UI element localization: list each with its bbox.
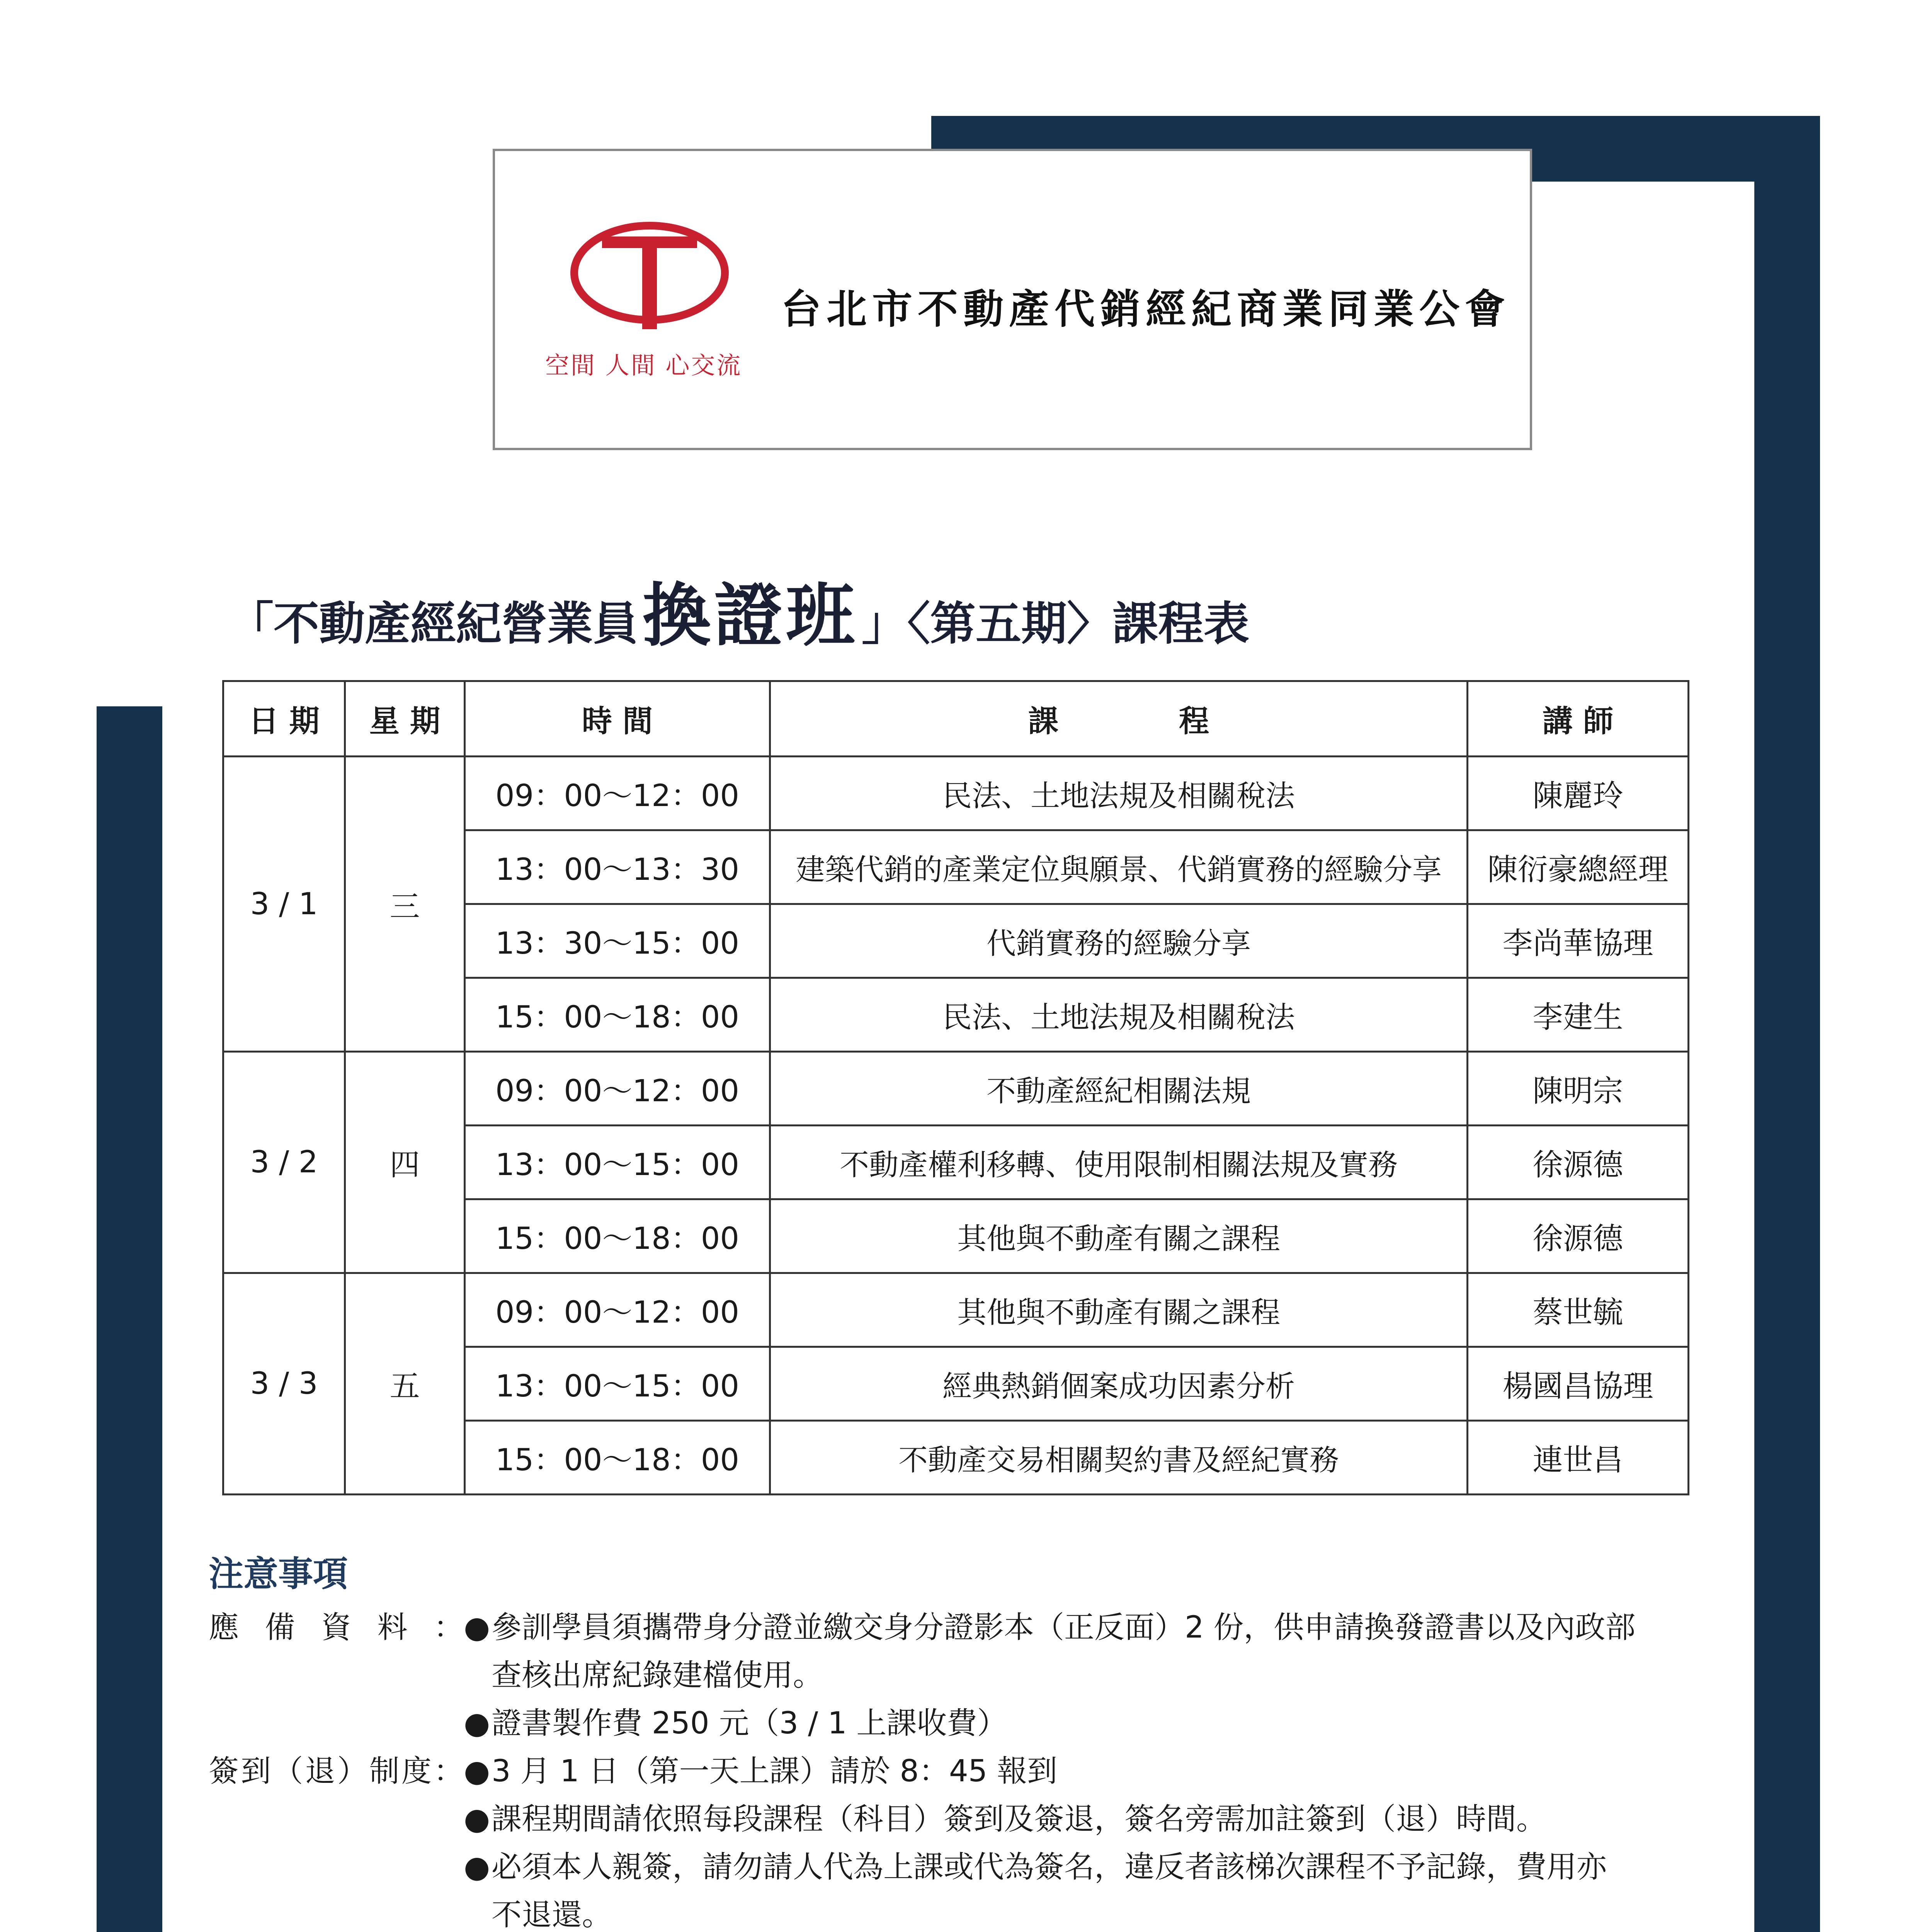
time-cell: 13：00～15：00 xyxy=(465,1347,770,1421)
note-text: 不退還。 xyxy=(492,1898,612,1932)
course-cell: 民法、土地法規及相關稅法 xyxy=(770,978,1468,1052)
table-header-row xyxy=(223,681,1689,757)
course-cell: 其他與不動產有關之課程 xyxy=(770,1273,1468,1347)
list-item-continuation xyxy=(464,1651,1716,1699)
course-schedule-table xyxy=(222,680,1689,1495)
note-text: 查核出席紀錄建檔使用。 xyxy=(492,1658,823,1693)
date-cell: 3 / 1 xyxy=(223,757,345,1052)
time-cell: 15：00～18：00 xyxy=(465,1421,770,1495)
list-item-continuation xyxy=(464,1891,1716,1932)
frame-bar-left xyxy=(97,706,162,1932)
note-text: 3 月 1 日（第一天上課）請於 8：45 報到 xyxy=(492,1754,1058,1789)
course-cell: 其他與不動產有關之課程 xyxy=(770,1199,1468,1273)
note-text: 證書製作費 250 元（3 / 1 上課收費） xyxy=(492,1706,1007,1741)
teacher-cell: 李建生 xyxy=(1468,978,1689,1052)
teacher-cell: 徐源德 xyxy=(1468,1126,1689,1199)
course-cell: 建築代銷的產業定位與願景、代銷實務的經驗分享 xyxy=(770,830,1468,904)
teacher-cell: 連世昌 xyxy=(1468,1421,1689,1495)
list-item xyxy=(464,1795,1716,1843)
page-title xyxy=(228,560,1249,659)
bullet-icon: ● xyxy=(464,1610,490,1645)
list-item xyxy=(464,1699,1716,1747)
table-row xyxy=(223,1273,1689,1347)
time-cell: 13：00～15：00 xyxy=(465,1126,770,1199)
teacher-cell: 李尚華協理 xyxy=(1468,904,1689,978)
course-cell: 經典熱銷個案成功因素分析 xyxy=(770,1347,1468,1421)
note-sign-in-policy xyxy=(209,1747,1716,1932)
teacher-cell: 陳明宗 xyxy=(1468,1052,1689,1126)
bullet-icon: ● xyxy=(464,1850,490,1884)
teacher-cell: 蔡世毓 xyxy=(1468,1273,1689,1347)
course-cell: 不動產經紀相關法規 xyxy=(770,1052,1468,1126)
bullet-icon: ● xyxy=(464,1802,490,1837)
title-emphasis: 換證班 xyxy=(642,576,858,656)
list-item xyxy=(464,1604,1716,1651)
date-cell: 3 / 3 xyxy=(223,1273,345,1495)
time-cell: 13：30～15：00 xyxy=(465,904,770,978)
time-cell: 13：00～13：30 xyxy=(465,830,770,904)
teacher-cell: 楊國昌協理 xyxy=(1468,1347,1689,1421)
weekday-cell: 三 xyxy=(345,757,465,1052)
table-row xyxy=(223,757,1689,830)
header-box xyxy=(493,149,1532,450)
header-teacher: 講 師 xyxy=(1468,681,1689,757)
teacher-cell: 徐源德 xyxy=(1468,1199,1689,1273)
note-required-documents xyxy=(209,1604,1716,1747)
bullet-icon: ● xyxy=(464,1706,490,1741)
course-cell: 不動產權利移轉、使用限制相關法規及實務 xyxy=(770,1126,1468,1199)
title-suffix: 」〈第五期〉課程表 xyxy=(862,597,1250,650)
logo-tagline: 空間 人間 心交流 xyxy=(545,351,742,379)
organization-name: 台北市不動產代銷經紀商業同業公會 xyxy=(781,285,1511,333)
weekday-cell: 五 xyxy=(345,1273,465,1495)
teacher-cell: 陳麗玲 xyxy=(1468,757,1689,830)
notes-section xyxy=(209,1546,1716,1932)
course-cell: 代銷實務的經驗分享 xyxy=(770,904,1468,978)
course-cell: 不動產交易相關契約書及經紀實務 xyxy=(770,1421,1468,1495)
header-weekday: 星 期 xyxy=(345,681,465,757)
title-prefix: 「不動產經紀營業員 xyxy=(228,597,639,650)
note-label: 應備資料： xyxy=(209,1610,464,1645)
header-course: 課 程 xyxy=(770,681,1468,757)
note-text: 參訓學員須攜帶身分證並繳交身分證影本（正反面）2 份，供申請換發證書以及內政部 xyxy=(492,1610,1636,1645)
time-cell: 09：00～12：00 xyxy=(465,1273,770,1347)
list-item xyxy=(464,1843,1716,1891)
association-logo-icon xyxy=(566,215,733,331)
header-time: 時 間 xyxy=(465,681,770,757)
header-date: 日 期 xyxy=(223,681,345,757)
weekday-cell: 四 xyxy=(345,1052,465,1273)
note-text: 必須本人親簽，請勿請人代為上課或代為簽名，違反者該梯次課程不予記錄，費用亦 xyxy=(492,1850,1607,1884)
time-cell: 09：00～12：00 xyxy=(465,757,770,830)
notes-title: 注意事項 xyxy=(209,1554,348,1594)
note-text: 課程期間請依照每段課程（科目）簽到及簽退，簽名旁需加註簽到（退）時間。 xyxy=(492,1802,1547,1837)
frame-bar-right xyxy=(1754,116,1820,1932)
course-cell: 民法、土地法規及相關稅法 xyxy=(770,757,1468,830)
note-label: 簽到（退）制度： xyxy=(209,1754,464,1789)
time-cell: 15：00～18：00 xyxy=(465,1199,770,1273)
time-cell: 09：00～12：00 xyxy=(465,1052,770,1126)
teacher-cell: 陳衍豪總經理 xyxy=(1468,830,1689,904)
time-cell: 15：00～18：00 xyxy=(465,978,770,1052)
date-cell: 3 / 2 xyxy=(223,1052,345,1273)
table-row xyxy=(223,1052,1689,1126)
bullet-icon: ● xyxy=(464,1754,490,1789)
list-item xyxy=(464,1747,1716,1795)
